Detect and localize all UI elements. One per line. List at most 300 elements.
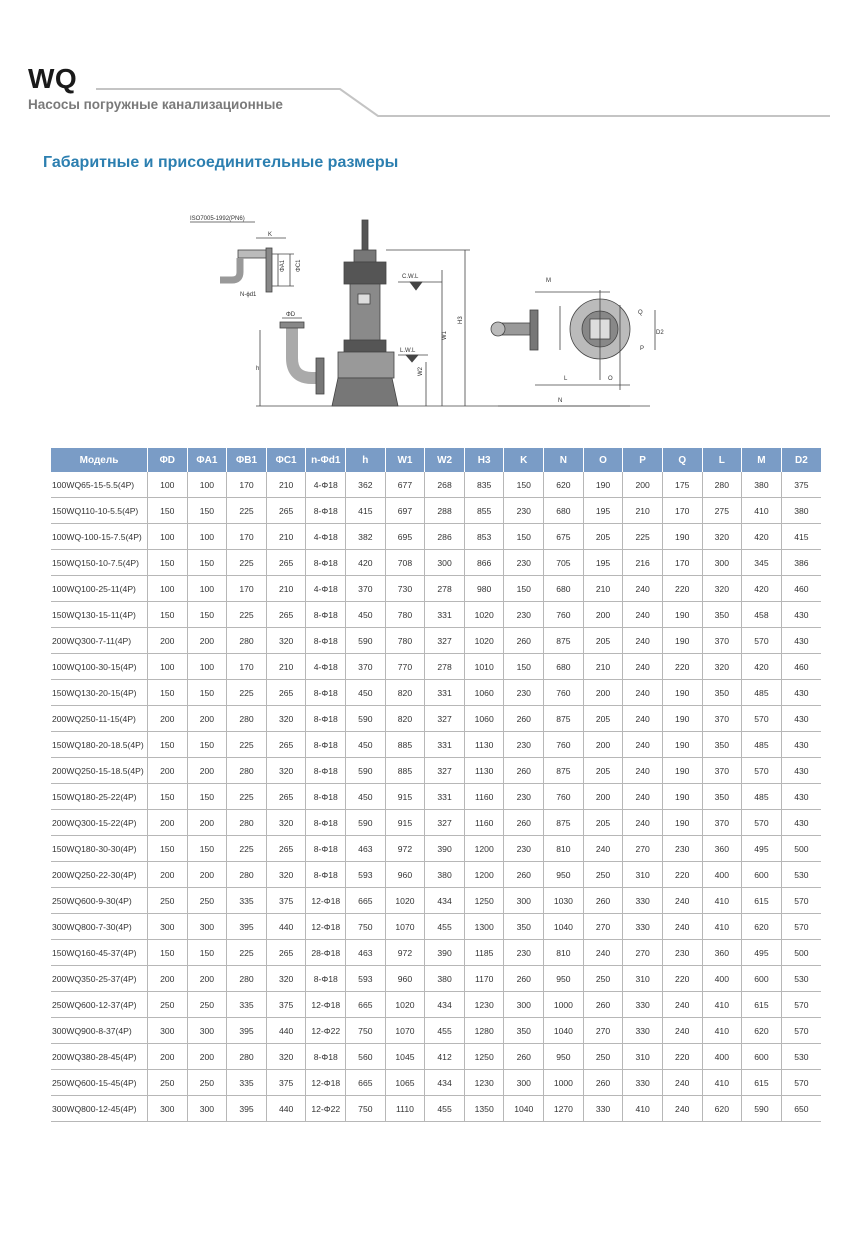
model-cell: 200WQ380-28-45(4P) [51,1044,148,1070]
table-cell: 760 [544,680,584,706]
table-cell: 200 [187,862,227,888]
table-cell: 1200 [464,862,504,888]
label-iso: ISO7005-1992(PN6) [190,216,245,222]
table-cell: 1045 [385,1044,425,1070]
model-cell: 100WQ65-15-5.5(4P) [51,472,148,498]
table-row [51,680,821,706]
table-cell: 360 [702,940,742,966]
table-row [51,992,821,1018]
table-cell: 665 [346,1070,386,1096]
table-cell: 530 [781,862,821,888]
table-cell: 820 [385,706,425,732]
table-cell: 205 [583,758,623,784]
table-cell: 730 [385,576,425,602]
table-cell: 200 [148,810,188,836]
table-cell: 593 [346,862,386,888]
model-cell: 250WQ600-15-45(4P) [51,1070,148,1096]
discharge-flange [316,358,324,394]
table-cell: 410 [702,992,742,1018]
table-cell: 195 [583,498,623,524]
table-cell: 415 [346,498,386,524]
table-cell: 225 [227,732,267,758]
table-cell: 1040 [544,914,584,940]
table-cell: 150 [148,498,188,524]
table-cell: 600 [742,862,782,888]
table-cell: 1270 [544,1096,584,1122]
table-row [51,628,821,654]
table-cell: 485 [742,732,782,758]
table-cell: 190 [662,784,702,810]
table-cell: 1010 [464,654,504,680]
model-cell: 150WQ110-10-5.5(4P) [51,498,148,524]
table-cell: 1020 [385,888,425,914]
table-cell: 420 [742,524,782,550]
table-cell: 265 [266,732,306,758]
table-cell: 460 [781,654,821,680]
label-d: ΦD [286,312,296,318]
col-header-l: L [702,448,742,472]
label-h3: H3 [458,316,464,324]
table-cell: 370 [346,654,386,680]
table-cell: 225 [227,550,267,576]
table-row [51,602,821,628]
table-cell: 1020 [464,628,504,654]
table-cell: 375 [266,1070,306,1096]
table-cell: 200 [148,628,188,654]
table-cell: 1130 [464,732,504,758]
table-cell: 810 [544,940,584,966]
table-cell: 250 [148,992,188,1018]
table-cell: 230 [504,836,544,862]
table-cell: 230 [504,680,544,706]
table-cell: 590 [346,628,386,654]
table-cell: 12-Φ22 [306,1018,346,1044]
table-cell: 460 [781,576,821,602]
table-cell: 260 [504,1044,544,1070]
table-cell: 866 [464,550,504,576]
table-cell: 330 [623,888,663,914]
table-cell: 1200 [464,836,504,862]
table-cell: 972 [385,836,425,862]
table-cell: 12-Φ18 [306,992,346,1018]
table-cell: 380 [425,862,465,888]
table-cell: 760 [544,784,584,810]
table-cell: 570 [781,1018,821,1044]
table-cell: 8-Φ18 [306,680,346,706]
table-cell: 200 [583,602,623,628]
table-cell: 240 [662,888,702,914]
table-cell: 8-Φ18 [306,758,346,784]
table-cell: 450 [346,680,386,706]
table-cell: 268 [425,472,465,498]
table-cell: 100 [148,576,188,602]
table-cell: 386 [781,550,821,576]
label-h: h [256,366,260,372]
table-cell: 455 [425,1018,465,1044]
table-cell: 620 [742,914,782,940]
table-cell: 620 [544,472,584,498]
table-body [51,472,821,1122]
table-cell: 12-Φ18 [306,888,346,914]
table-cell: 320 [266,810,306,836]
table-cell: 320 [702,576,742,602]
table-cell: 225 [227,940,267,966]
model-cell: 200WQ250-15-18.5(4P) [51,758,148,784]
table-cell: 330 [623,914,663,940]
table-cell: 200 [148,966,188,992]
label-p: P [640,346,645,352]
table-cell: 327 [425,706,465,732]
table-cell: 320 [266,706,306,732]
table-cell: 450 [346,602,386,628]
table-cell: 1060 [464,680,504,706]
table-cell: 240 [623,810,663,836]
table-cell: 300 [148,1096,188,1122]
motor-top [344,262,386,284]
table-cell: 230 [504,602,544,628]
table-cell: 485 [742,784,782,810]
table-cell: 485 [742,680,782,706]
table-cell: 1280 [464,1018,504,1044]
table-cell: 100 [148,654,188,680]
table-cell: 950 [544,862,584,888]
table-cell: 150 [148,602,188,628]
col-header-a1: ΦA1 [187,448,227,472]
table-cell: 225 [227,498,267,524]
table-row [51,784,821,810]
table-cell: 150 [148,680,188,706]
table-cell: 265 [266,784,306,810]
topview-flange [530,310,538,350]
table-cell: 1070 [385,1018,425,1044]
table-cell: 327 [425,810,465,836]
table-cell: 980 [464,576,504,602]
table-cell: 190 [662,680,702,706]
table-cell: 430 [781,758,821,784]
table-cell: 395 [227,1018,267,1044]
table-cell: 615 [742,1070,782,1096]
table-cell: 240 [623,784,663,810]
model-cell: 150WQ130-15-11(4P) [51,602,148,628]
table-cell: 8-Φ18 [306,628,346,654]
table-cell: 260 [504,706,544,732]
table-cell: 915 [385,810,425,836]
table-cell: 570 [781,914,821,940]
table-cell: 190 [583,472,623,498]
table-cell: 225 [227,680,267,706]
label-k: K [268,232,273,238]
table-cell: 250 [583,966,623,992]
table-cell: 463 [346,940,386,966]
table-cell: 195 [583,550,623,576]
table-cell: 1130 [464,758,504,784]
table-cell: 680 [544,498,584,524]
table-cell: 1065 [385,1070,425,1096]
table-cell: 615 [742,888,782,914]
table-cell: 400 [702,1044,742,1070]
table-cell: 300 [425,550,465,576]
col-header-h3: H3 [464,448,504,472]
table-cell: 430 [781,784,821,810]
table-cell: 327 [425,758,465,784]
table-cell: 100 [187,654,227,680]
table-row [51,1096,821,1122]
table-cell: 240 [623,758,663,784]
table-header-row [51,448,821,472]
table-cell: 240 [662,992,702,1018]
model-cell: 150WQ130-20-15(4P) [51,680,148,706]
col-header-k: K [504,448,544,472]
table-cell: 260 [583,888,623,914]
table-cell: 450 [346,732,386,758]
table-row [51,1044,821,1070]
table-cell: 225 [227,602,267,628]
table-cell: 250 [187,888,227,914]
table-cell: 8-Φ18 [306,836,346,862]
table-row [51,758,821,784]
table-cell: 270 [623,940,663,966]
table-cell: 1230 [464,1070,504,1096]
table-cell: 220 [662,1044,702,1070]
table-cell: 280 [227,628,267,654]
table-cell: 450 [346,784,386,810]
table-cell: 320 [266,966,306,992]
model-cell: 250WQ600-12-37(4P) [51,992,148,1018]
table-cell: 240 [583,940,623,966]
table-cell: 240 [623,732,663,758]
table-row [51,1070,821,1096]
table-cell: 260 [504,966,544,992]
table-cell: 8-Φ18 [306,732,346,758]
table-cell: 210 [266,576,306,602]
table-cell: 190 [662,602,702,628]
table-cell: 345 [742,550,782,576]
table-cell: 430 [781,706,821,732]
table-cell: 350 [504,1018,544,1044]
table-cell: 8-Φ18 [306,966,346,992]
model-cell: 200WQ350-25-37(4P) [51,966,148,992]
table-cell: 463 [346,836,386,862]
table-cell: 28-Φ18 [306,940,346,966]
table-cell: 240 [623,602,663,628]
table-cell: 12-Φ18 [306,914,346,940]
table-cell: 240 [623,628,663,654]
table-cell: 375 [781,472,821,498]
model-cell: 300WQ900-8-37(4P) [51,1018,148,1044]
table-cell: 708 [385,550,425,576]
table-cell: 750 [346,1018,386,1044]
table-cell: 760 [544,602,584,628]
table-row [51,472,821,498]
table-cell: 200 [148,758,188,784]
table-cell: 8-Φ18 [306,810,346,836]
label-a1: ΦA1 [280,259,286,272]
table-cell: 260 [504,758,544,784]
table-row [51,836,821,862]
table-cell: 360 [702,836,742,862]
table-cell: 225 [623,524,663,550]
table-cell: 570 [781,888,821,914]
table-row [51,524,821,550]
table-cell: 320 [702,654,742,680]
table-cell: 420 [742,576,782,602]
table-cell: 310 [623,966,663,992]
table-cell: 190 [662,810,702,836]
table-cell: 220 [662,654,702,680]
table-cell: 100 [148,524,188,550]
table-cell: 1030 [544,888,584,914]
table-cell: 4-Φ18 [306,654,346,680]
label-w2: W2 [418,367,424,376]
table-cell: 220 [662,576,702,602]
table-cell: 310 [623,1044,663,1070]
table-cell: 8-Φ18 [306,706,346,732]
table-cell: 250 [187,1070,227,1096]
table-cell: 240 [623,654,663,680]
table-cell: 190 [662,524,702,550]
model-cell: 200WQ300-7-11(4P) [51,628,148,654]
model-cell: 200WQ250-11-15(4P) [51,706,148,732]
label-d2: D2 [656,330,664,336]
table-cell: 4-Φ18 [306,524,346,550]
table-cell: 420 [742,654,782,680]
col-header-h: h [346,448,386,472]
flange-plate [266,248,272,292]
table-cell: 300 [148,914,188,940]
table-row [51,706,821,732]
table-cell: 270 [583,914,623,940]
table-cell: 697 [385,498,425,524]
col-header-q: Q [662,448,702,472]
table-cell: 590 [742,1096,782,1122]
table-cell: 225 [227,784,267,810]
col-header-model: Модель [51,448,148,472]
table-cell: 960 [385,966,425,992]
table-cell: 280 [702,472,742,498]
table-cell: 412 [425,1044,465,1070]
table-cell: 230 [504,940,544,966]
table-cell: 455 [425,1096,465,1122]
table-cell: 1160 [464,810,504,836]
table-cell: 210 [266,654,306,680]
table-cell: 278 [425,576,465,602]
table-cell: 270 [583,1018,623,1044]
table-cell: 250 [583,862,623,888]
volute [338,352,394,378]
model-cell: 100WQ100-30-15(4P) [51,654,148,680]
model-cell: 250WQ600-9-30(4P) [51,888,148,914]
table-cell: 175 [662,472,702,498]
table-cell: 205 [583,706,623,732]
table-row [51,940,821,966]
table-cell: 380 [781,498,821,524]
label-lwl: L.W.L [400,348,416,354]
brand-title: WQ [28,63,78,94]
model-cell: 150WQ180-30-30(4P) [51,836,148,862]
table-cell: 170 [227,576,267,602]
table-cell: 570 [742,810,782,836]
table-cell: 8-Φ18 [306,862,346,888]
table-cell: 286 [425,524,465,550]
table-cell: 780 [385,628,425,654]
table-cell: 150 [187,940,227,966]
table-cell: 250 [148,888,188,914]
table-cell: 570 [781,992,821,1018]
table-cell: 150 [148,732,188,758]
table-cell: 330 [623,1070,663,1096]
table-cell: 695 [385,524,425,550]
table-cell: 210 [623,498,663,524]
table-cell: 230 [662,940,702,966]
table-cell: 390 [425,940,465,966]
table-cell: 8-Φ18 [306,498,346,524]
table-cell: 1070 [385,914,425,940]
table-cell: 570 [742,758,782,784]
table-cell: 260 [504,862,544,888]
table-cell: 265 [266,680,306,706]
table-cell: 170 [662,498,702,524]
table-cell: 620 [742,1018,782,1044]
table-cell: 320 [702,524,742,550]
table-cell: 250 [148,1070,188,1096]
table-cell: 1160 [464,784,504,810]
label-w1: W1 [442,331,448,340]
table-cell: 500 [781,940,821,966]
col-header-c1: ΦC1 [266,448,306,472]
table-cell: 680 [544,654,584,680]
table-cell: 300 [504,1070,544,1096]
col-header-b1: ΦB1 [227,448,267,472]
table-cell: 335 [227,992,267,1018]
table-row [51,914,821,940]
table-cell: 395 [227,1096,267,1122]
label-nd1: N-ϕd1 [240,292,257,298]
table-cell: 300 [187,1096,227,1122]
table-cell: 434 [425,1070,465,1096]
table-cell: 150 [148,836,188,862]
col-header-o: O [583,448,623,472]
table-cell: 331 [425,602,465,628]
table-cell: 265 [266,836,306,862]
table-cell: 350 [702,680,742,706]
table-cell: 400 [702,862,742,888]
table-cell: 240 [662,914,702,940]
table-row [51,1018,821,1044]
table-cell: 1300 [464,914,504,940]
table-row [51,966,821,992]
col-header-d2: D2 [781,448,821,472]
table-cell: 1350 [464,1096,504,1122]
label-c1: ΦC1 [296,259,302,272]
table-cell: 170 [662,550,702,576]
model-cell: 200WQ250-22-30(4P) [51,862,148,888]
table-cell: 210 [583,576,623,602]
table-cell: 410 [742,498,782,524]
table-cell: 150 [504,524,544,550]
table-cell: 170 [227,654,267,680]
table-cell: 300 [504,992,544,1018]
table-cell: 835 [464,472,504,498]
table-cell: 280 [227,1044,267,1070]
model-cell: 150WQ180-25-22(4P) [51,784,148,810]
table-cell: 430 [781,602,821,628]
table-cell: 972 [385,940,425,966]
table-cell: 320 [266,862,306,888]
table-cell: 190 [662,706,702,732]
table-cell: 230 [504,784,544,810]
table-cell: 434 [425,992,465,1018]
table-cell: 265 [266,940,306,966]
